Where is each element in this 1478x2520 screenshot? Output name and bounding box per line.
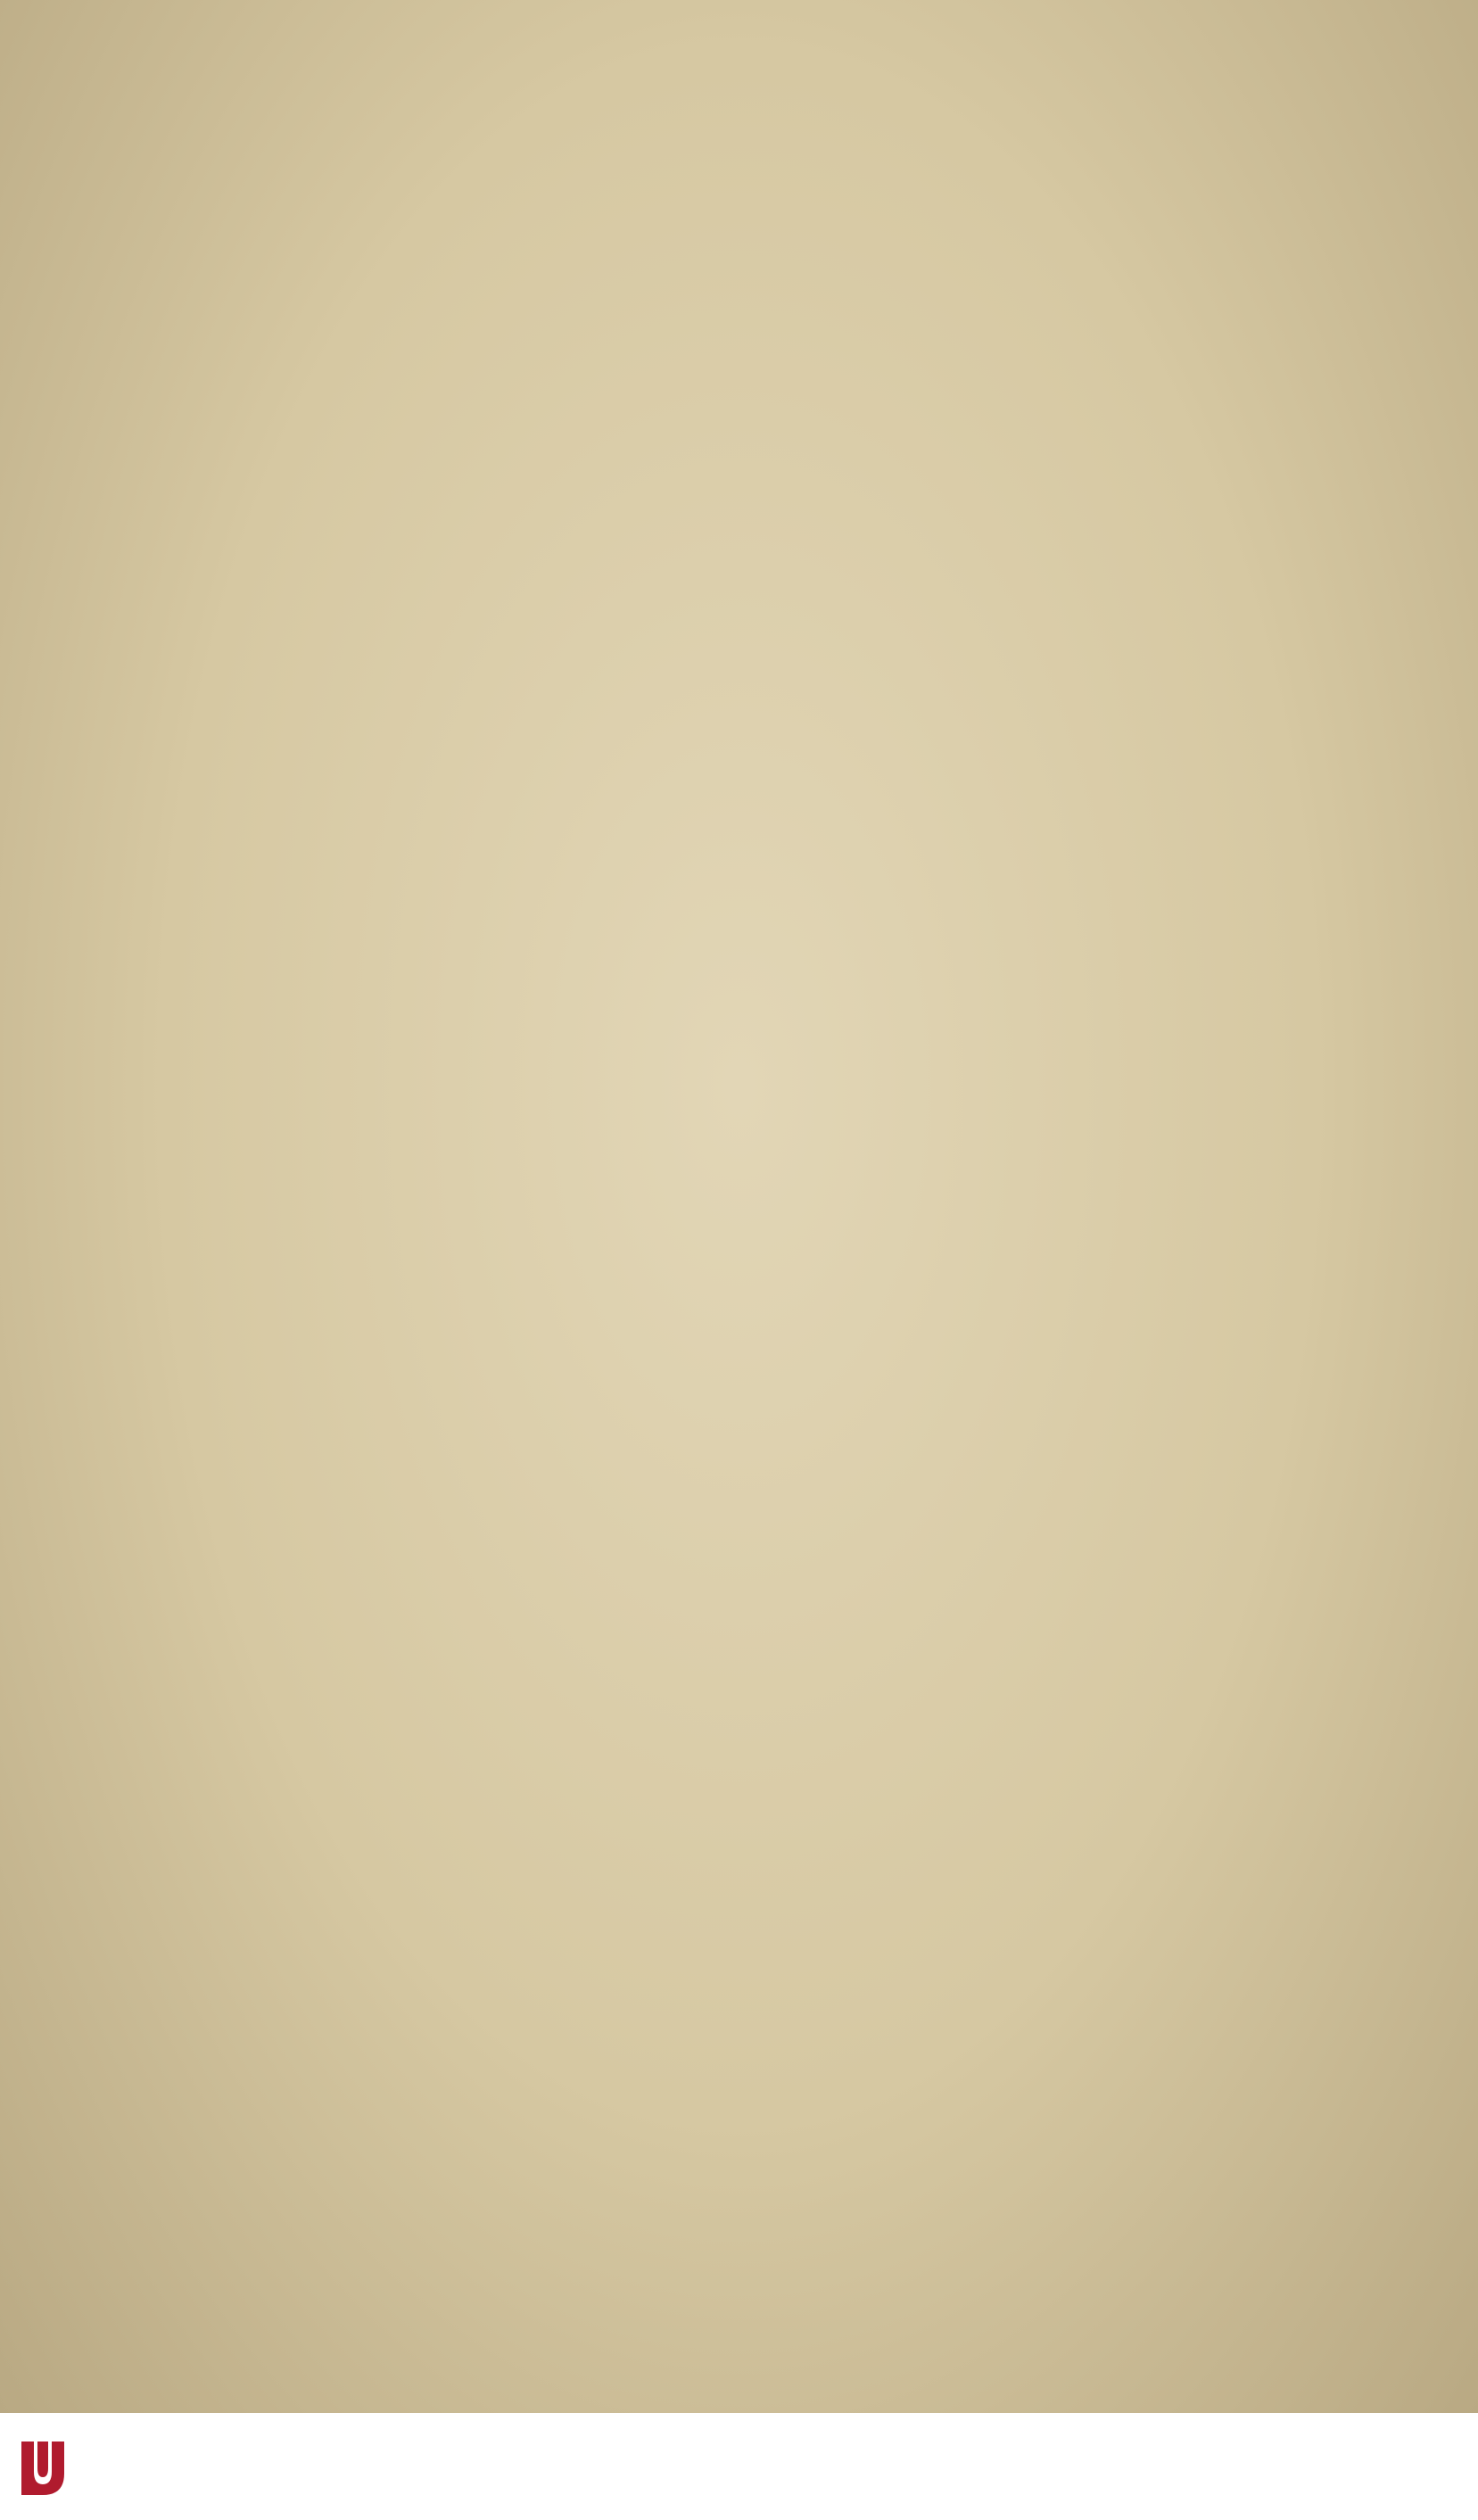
viewer-footer	[0, 2413, 1478, 2520]
university-library-logo-icon	[14, 2433, 71, 2500]
